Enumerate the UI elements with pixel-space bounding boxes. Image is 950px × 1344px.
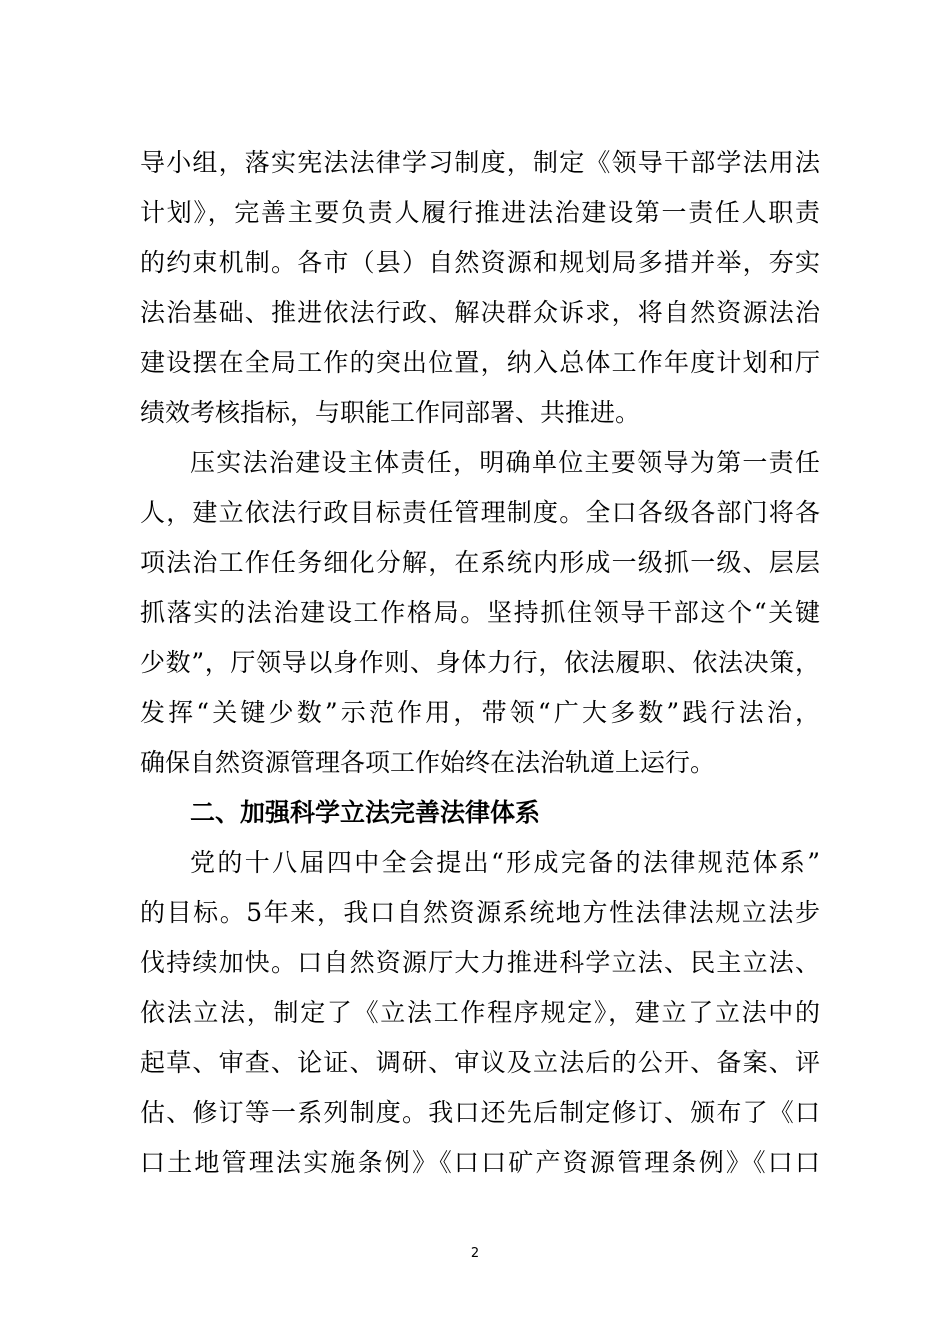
text-line: 绩效考核指标，与职能工作同部署、共推进。: [140, 398, 641, 427]
text-line: 确保自然资源管理各项工作始终在法治轨道上运行。: [140, 748, 716, 777]
text-line: 少数”，厅领导以身作则、身体力行，依法履职、依法决策，: [140, 648, 820, 677]
text-line: 起草、审查、论证、调研、审议及立法后的公开、备案、评: [140, 1048, 820, 1077]
page-number: 2: [470, 1246, 480, 1261]
text-line: 估、修订等一系列制度。我口还先后制定修订、颁布了《口: [140, 1098, 820, 1127]
text-line: 伐持续加快。口自然资源厅大力推进科学立法、民主立法、: [140, 948, 820, 977]
text-line: 项法治工作任务细化分解，在系统内形成一级抓一级、层层: [140, 548, 820, 577]
text-line: 法治基础、推进依法行政、解决群众诉求，将自然资源法治: [140, 298, 820, 327]
text-line: 口土地管理法实施条例》《口口矿产资源管理条例》《口口: [140, 1148, 820, 1177]
text-line: 计划》，完善主要负责人履行推进法治建设第一责任人职责: [140, 198, 820, 227]
text-line: 人，建立依法行政目标责任管理制度。全口各级各部门将各: [140, 498, 820, 527]
text-line: 导小组，落实宪法法律学习制度，制定《领导干部学法用法: [140, 148, 820, 177]
section-heading: 二、加强科学立法完善法律体系: [190, 798, 541, 827]
text-line: 建设摆在全局工作的突出位置，纳入总体工作年度计划和厅: [140, 348, 820, 377]
text-line: 党的十八届四中全会提出“形成完备的法律规范体系”: [190, 848, 820, 877]
text-line: 依法立法，制定了《立法工作程序规定》，建立了立法中的: [140, 998, 820, 1027]
text-line: 压实法治建设主体责任，明确单位主要领导为第一责任: [190, 448, 820, 477]
text-line: 的目标。5年来，我口自然资源系统地方性法律法规立法步: [140, 898, 820, 927]
text-line: 发挥“关键少数”示范作用，带领“广大多数”践行法治，: [140, 698, 820, 727]
text-line: 抓落实的法治建设工作格局。坚持抓住领导干部这个“关键: [140, 598, 820, 627]
text-line: 的约束机制。各市（县）自然资源和规划局多措并举，夯实: [140, 248, 820, 277]
